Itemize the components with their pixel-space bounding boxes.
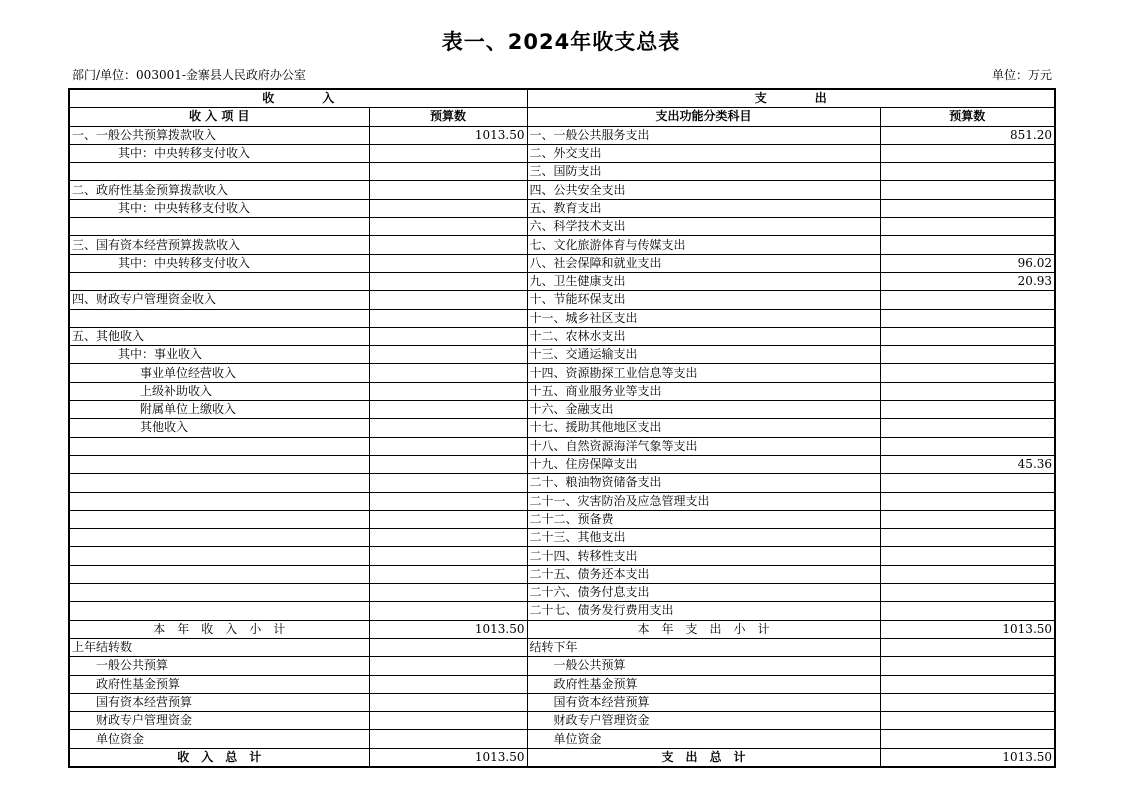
income-amount-cell	[369, 364, 527, 382]
expense-item-cell: 一、一般公共服务支出	[527, 126, 880, 144]
table-row	[69, 419, 1055, 437]
table-row	[69, 547, 1055, 565]
income-carry-value	[369, 693, 527, 711]
expense-total-label: 支 出 总 计	[527, 748, 880, 767]
table-row	[69, 602, 1055, 620]
expense-amount-cell	[880, 163, 1055, 181]
expense-amount-cell	[880, 401, 1055, 419]
income-amount-cell	[369, 291, 527, 309]
income-amount-cell	[369, 510, 527, 528]
expense-amount-header: 预算数	[880, 108, 1055, 126]
table-row	[69, 236, 1055, 254]
income-item-cell: 上级补助收入	[69, 382, 369, 400]
income-item-cell	[69, 565, 369, 583]
expense-amount-cell	[880, 218, 1055, 236]
expense-amount-cell	[880, 327, 1055, 345]
income-item-cell: 其中：中央转移支付收入	[69, 254, 369, 272]
income-subtotal-label: 本 年 收 入 小 计	[69, 620, 369, 638]
table-row	[69, 455, 1055, 473]
unit-label: 单位：万元	[991, 68, 1052, 82]
expense-amount-cell	[880, 382, 1055, 400]
expense-amount-cell	[880, 364, 1055, 382]
expense-amount-cell	[880, 529, 1055, 547]
income-amount-cell	[369, 272, 527, 290]
income-amount-cell	[369, 382, 527, 400]
table-row	[69, 401, 1055, 419]
table-row	[69, 309, 1055, 327]
income-item-header: 收 入 项 目	[69, 108, 369, 126]
income-item-cell: 其中：中央转移支付收入	[69, 144, 369, 162]
income-amount-cell	[369, 309, 527, 327]
expense-amount-cell	[880, 437, 1055, 455]
expense-carry-value	[880, 730, 1055, 748]
income-amount-cell	[369, 602, 527, 620]
income-amount-cell	[369, 401, 527, 419]
expense-subtotal-value: 1013.50	[880, 620, 1055, 638]
expense-amount-cell	[880, 492, 1055, 510]
expense-carry-label: 结转下年	[527, 638, 880, 656]
income-amount-cell	[369, 547, 527, 565]
income-carry-value	[369, 638, 527, 656]
department-label: 部门/单位：003001-金寨县人民政府办公室	[72, 68, 306, 82]
income-total-value: 1013.50	[369, 748, 527, 767]
expense-carry-label: 国有资本经营预算	[527, 693, 880, 711]
expense-subtotal-label: 本 年 支 出 小 计	[527, 620, 880, 638]
expense-carry-label: 财政专户管理资金	[527, 712, 880, 730]
expense-item-cell: 十七、援助其他地区支出	[527, 419, 880, 437]
table-row	[69, 181, 1055, 199]
expense-amount-cell	[880, 510, 1055, 528]
income-carry-label: 政府性基金预算	[69, 675, 369, 693]
expense-amount-cell	[880, 602, 1055, 620]
expense-total-value: 1013.50	[880, 748, 1055, 767]
income-carry-label: 财政专户管理资金	[69, 712, 369, 730]
table-row	[69, 437, 1055, 455]
table-row	[69, 382, 1055, 400]
expense-amount-cell: 45.36	[880, 455, 1055, 473]
income-item-cell	[69, 309, 369, 327]
expense-header: 支 出	[527, 89, 1055, 108]
income-amount-cell	[369, 565, 527, 583]
expense-item-cell: 九、卫生健康支出	[527, 272, 880, 290]
income-amount-cell	[369, 437, 527, 455]
table-row	[69, 199, 1055, 217]
expense-amount-cell: 96.02	[880, 254, 1055, 272]
header-row-top	[69, 89, 1055, 108]
income-carry-label: 单位资金	[69, 730, 369, 748]
income-item-cell	[69, 437, 369, 455]
income-item-cell	[69, 492, 369, 510]
expense-amount-cell	[880, 291, 1055, 309]
carryover-row	[69, 730, 1055, 748]
income-amount-cell	[369, 218, 527, 236]
table-row	[69, 144, 1055, 162]
expense-item-cell: 十八、自然资源海洋气象等支出	[527, 437, 880, 455]
header-row-sub	[69, 108, 1055, 126]
table-row	[69, 474, 1055, 492]
expense-item-cell: 二十三、其他支出	[527, 529, 880, 547]
income-amount-cell	[369, 236, 527, 254]
expense-item-cell: 十四、资源勘探工业信息等支出	[527, 364, 880, 382]
expense-item-cell: 五、教育支出	[527, 199, 880, 217]
income-amount-cell	[369, 492, 527, 510]
expense-carry-value	[880, 657, 1055, 675]
income-amount-cell	[369, 181, 527, 199]
income-subtotal-value: 1013.50	[369, 620, 527, 638]
total-row	[69, 748, 1055, 767]
expense-item-cell: 二十、粮油物资储备支出	[527, 474, 880, 492]
expense-carry-value	[880, 675, 1055, 693]
expense-item-cell: 六、科学技术支出	[527, 218, 880, 236]
expense-amount-cell	[880, 236, 1055, 254]
income-amount-cell	[369, 529, 527, 547]
expense-carry-label: 单位资金	[527, 730, 880, 748]
table-row	[69, 272, 1055, 290]
expense-carry-value	[880, 638, 1055, 656]
expense-item-cell: 十、节能环保支出	[527, 291, 880, 309]
income-amount-cell	[369, 163, 527, 181]
income-carry-value	[369, 730, 527, 748]
expense-amount-cell: 851.20	[880, 126, 1055, 144]
expense-item-cell: 四、公共安全支出	[527, 181, 880, 199]
table-row	[69, 510, 1055, 528]
expense-amount-cell	[880, 547, 1055, 565]
income-amount-header: 预算数	[369, 108, 527, 126]
table-row	[69, 327, 1055, 345]
income-amount-cell	[369, 474, 527, 492]
carryover-row	[69, 693, 1055, 711]
expense-item-cell: 七、文化旅游体育与传媒支出	[527, 236, 880, 254]
income-item-cell: 三、国有资本经营预算拨款收入	[69, 236, 369, 254]
expense-item-cell: 二十六、债务付息支出	[527, 584, 880, 602]
income-amount-cell	[369, 584, 527, 602]
expense-item-cell: 二十五、债务还本支出	[527, 565, 880, 583]
expense-amount-cell	[880, 565, 1055, 583]
table-row	[69, 126, 1055, 144]
income-item-cell: 四、财政专户管理资金收入	[69, 291, 369, 309]
table-row	[69, 565, 1055, 583]
carryover-row	[69, 712, 1055, 730]
expense-amount-cell	[880, 144, 1055, 162]
expense-amount-cell	[880, 309, 1055, 327]
income-item-cell: 其他收入	[69, 419, 369, 437]
budget-table	[68, 88, 1056, 768]
income-carry-value	[369, 657, 527, 675]
income-item-cell: 事业单位经营收入	[69, 364, 369, 382]
table-row	[69, 584, 1055, 602]
income-amount-cell: 1013.50	[369, 126, 527, 144]
income-item-cell	[69, 272, 369, 290]
expense-amount-cell	[880, 346, 1055, 364]
income-header: 收 入	[69, 89, 527, 108]
expense-carry-value	[880, 712, 1055, 730]
income-total-label: 收 入 总 计	[69, 748, 369, 767]
table-row	[69, 254, 1055, 272]
expense-amount-cell	[880, 584, 1055, 602]
income-item-cell: 五、其他收入	[69, 327, 369, 345]
expense-amount-cell	[880, 199, 1055, 217]
expense-item-cell: 十二、农林水支出	[527, 327, 880, 345]
income-amount-cell	[369, 199, 527, 217]
table-row	[69, 492, 1055, 510]
table-row	[69, 218, 1055, 236]
income-item-cell: 其中：中央转移支付收入	[69, 199, 369, 217]
income-item-cell	[69, 584, 369, 602]
income-item-cell	[69, 602, 369, 620]
expense-item-cell: 八、社会保障和就业支出	[527, 254, 880, 272]
page-title: 表一、2024年收支总表	[441, 30, 681, 54]
expense-item-cell: 十六、金融支出	[527, 401, 880, 419]
income-carry-value	[369, 712, 527, 730]
income-item-cell	[69, 547, 369, 565]
income-item-cell: 一、一般公共预算拨款收入	[69, 126, 369, 144]
expense-amount-cell	[880, 474, 1055, 492]
carryover-row	[69, 638, 1055, 656]
expense-item-cell: 二、外交支出	[527, 144, 880, 162]
income-item-cell	[69, 163, 369, 181]
income-item-cell: 其中：事业收入	[69, 346, 369, 364]
income-item-cell	[69, 474, 369, 492]
carryover-row	[69, 675, 1055, 693]
income-item-cell: 二、政府性基金预算拨款收入	[69, 181, 369, 199]
expense-item-cell: 十三、交通运输支出	[527, 346, 880, 364]
table-row	[69, 364, 1055, 382]
expense-item-header: 支出功能分类科目	[527, 108, 880, 126]
expense-carry-value	[880, 693, 1055, 711]
expense-item-cell: 十一、城乡社区支出	[527, 309, 880, 327]
table-row	[69, 291, 1055, 309]
income-amount-cell	[369, 346, 527, 364]
income-amount-cell	[369, 455, 527, 473]
expense-amount-cell	[880, 419, 1055, 437]
income-item-cell	[69, 218, 369, 236]
expense-item-cell: 十九、住房保障支出	[527, 455, 880, 473]
income-carry-label: 国有资本经营预算	[69, 693, 369, 711]
expense-item-cell: 二十一、灾害防治及应急管理支出	[527, 492, 880, 510]
expense-item-cell: 二十四、转移性支出	[527, 547, 880, 565]
expense-item-cell: 三、国防支出	[527, 163, 880, 181]
income-carry-label: 上年结转数	[69, 638, 369, 656]
table-row	[69, 163, 1055, 181]
expense-item-cell: 十五、商业服务业等支出	[527, 382, 880, 400]
income-carry-label: 一般公共预算	[69, 657, 369, 675]
subtotal-row	[69, 620, 1055, 638]
expense-item-cell: 二十二、预备费	[527, 510, 880, 528]
carryover-row	[69, 657, 1055, 675]
income-item-cell	[69, 510, 369, 528]
expense-item-cell: 二十七、债务发行费用支出	[527, 602, 880, 620]
expense-amount-cell	[880, 181, 1055, 199]
income-amount-cell	[369, 254, 527, 272]
table-row	[69, 346, 1055, 364]
income-item-cell	[69, 529, 369, 547]
income-item-cell: 附属单位上缴收入	[69, 401, 369, 419]
income-amount-cell	[369, 144, 527, 162]
expense-amount-cell: 20.93	[880, 272, 1055, 290]
income-amount-cell	[369, 419, 527, 437]
expense-carry-label: 一般公共预算	[527, 657, 880, 675]
expense-carry-label: 政府性基金预算	[527, 675, 880, 693]
table-row	[69, 529, 1055, 547]
income-item-cell	[69, 455, 369, 473]
income-carry-value	[369, 675, 527, 693]
income-amount-cell	[369, 327, 527, 345]
